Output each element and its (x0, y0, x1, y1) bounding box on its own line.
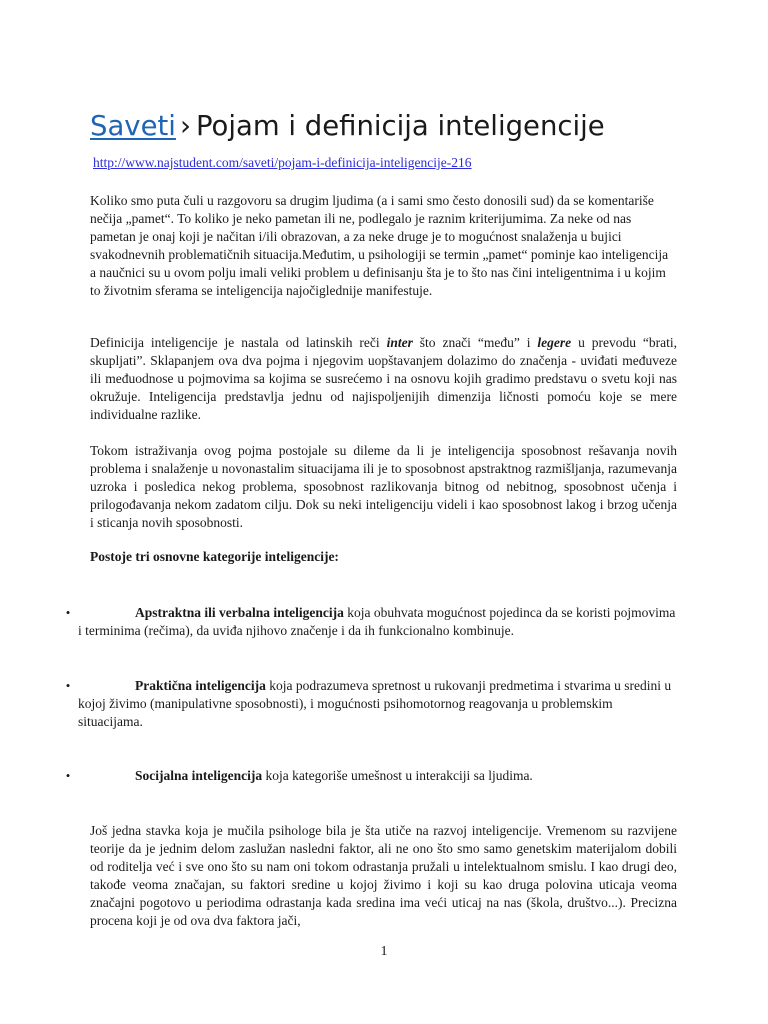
breadcrumb-separator: › (179, 110, 191, 142)
list-item-text: koja podrazumeva spretnost u rukovanji predmetima i stvarima u sredini u kojoj živimo (manipulativne sposobnosti), i mogućnosti psihomotornog reagovanja u problemskim situacijama. (78, 678, 672, 729)
development-paragraph: Još jedna stavka koja je mučila psihologe bila je šta utiče na razvoj inteligencije. Vremenom su razvijene teorije da je jednim delom zaslužan nasledni faktor, ali ne ono što smo samo genetskim materijalom dobili od roditelja već i sve ono što su nam oni tokom odrastanja pružali u intelektualnom smislu. I kao drugi deo, takođe veoma značajan, su faktori sredine u kojoj živimo i koji su kao druga polovina uticaja veoma značajni pogotovo u periodima odrastanja kada sredina ima veći uticaj na nas (škola, društvo...). Precizna procena koji je od ova dva faktora jači, (90, 823, 677, 928)
definition-text-end: u prevodu “brati, skupljati”. Sklapanjem ova dva pojma i njegovim uopštavanjem dolazimo do značenja - uviđati međuveze ili međuodnose u pojmovima sa kojima se susrećemo i na osnovu kojih gradimo predstavu o svetu koji nas okružuje. Inteligencija predstavlja jednu od najispoljenijih dimenzija ličnosti pomoću koje se mere individualne razlike. (90, 335, 678, 422)
bullet-icon: • (65, 605, 71, 620)
saveti-link[interactable]: Saveti (90, 110, 176, 142)
title-text: Pojam i definicija inteligencije (195, 110, 605, 142)
page-title (90, 106, 730, 146)
term-legere: legere (537, 335, 572, 350)
list-item (78, 604, 680, 640)
term-inter: inter (386, 335, 413, 350)
list-item-term: Apstraktna ili verbalna inteligencija (135, 605, 344, 620)
list-item-term: Praktična inteligencija (135, 678, 266, 693)
categories-heading: Postoje tri osnovne kategorije inteligencije: (90, 549, 339, 564)
bullet-icon: • (65, 768, 71, 783)
list-item-text: koja kategoriše umešnost u interakciji sa ljudima. (262, 768, 533, 783)
source-url-link[interactable]: http://www.najstudent.com/saveti/pojam-i-definicija-inteligencije-216 (93, 155, 472, 170)
definition-text-start: Definicija inteligencije je nastala od latinskih reči (90, 335, 387, 350)
page-number: 1 (380, 944, 388, 959)
research-paragraph: Tokom istraživanja ovog pojma postojale su dileme da li je inteligencija sposobnost rešavanja novih problema i snalaženje u novonastalim situacijama ili je to sposobnost apstraktnog razmišljanja, razumevanja uzroka i posledica nekog problema, sposobnost razlikovanja bitnog od nebitnog, sposobnost učenja i prilogođavanja nekom zadatom cilju. Dok su neki inteligenciju videli i kao sposobnost lakog i brzog učenja i sticanja novih sposobnosti. (90, 443, 677, 530)
list-item-text: koja obuhvata mogućnost pojedinca da se koristi pojmovima i terminima (rečima), da uviđa njihovo značenje i da ih funkcionalno kombinuje. (78, 605, 676, 638)
bullet-icon: • (65, 678, 71, 693)
list-item (78, 767, 680, 785)
list-item-term: Socijalna inteligencija (135, 768, 263, 783)
list-item (78, 677, 680, 731)
definition-text-middle: što znači “među” i (412, 335, 538, 350)
definition-paragraph (90, 334, 677, 424)
intro-paragraph: Koliko smo puta čuli u razgovoru sa drugim ljudima (a i sami smo često donosili sud) da se komentariše nečija „pamet“. To koliko je neko pametan ili ne, podlegalo je raznim kriterijumima. Za neke od nas pametan je onaj koji je načitan i/ili obrazovan, a za neke druge je to mogućnost snalaženja u bujici svakodnevnih problematičnih situacija.Međutim, u psihologiji se termin „pamet“ pominje kao inteligencija a naučnici su u ovom polju imali veliki problem u definisanju šta je to što nas čini inteligentnima i u kojim to životnim sferama se inteligencija najočiglednije manifestuje. (90, 193, 669, 298)
